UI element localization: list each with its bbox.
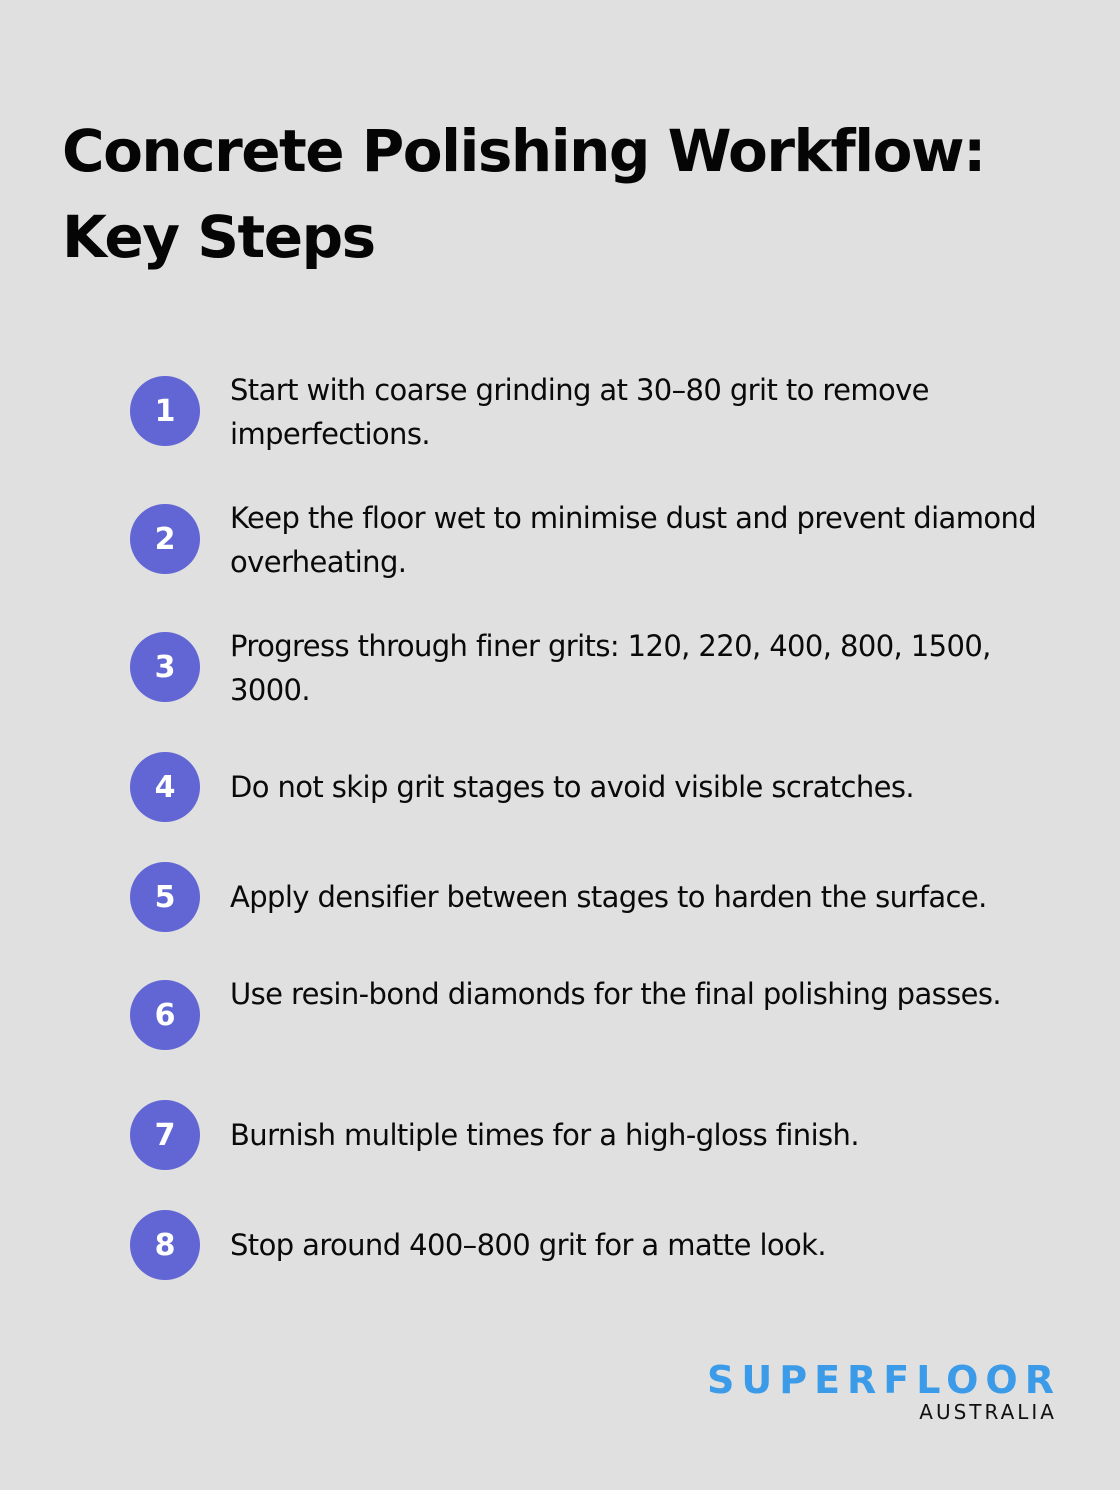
step-item xyxy=(130,862,1050,932)
step-text: Do not skip grit stages to avoid visible scratches. xyxy=(230,770,915,804)
step-item xyxy=(130,752,1050,822)
step-item xyxy=(130,629,1050,712)
logo-region-text: AUSTRALIA xyxy=(919,1400,1057,1424)
step-number-badge: 7 xyxy=(130,1100,200,1170)
step-number-badge: 6 xyxy=(130,980,200,1050)
step-number-badge: 2 xyxy=(130,504,200,574)
step-number-badge: 4 xyxy=(130,752,200,822)
step-item xyxy=(130,501,1050,584)
step-text: Apply densifier between stages to harden the surface. xyxy=(230,880,987,914)
title-line-1: Concrete Polishing Workflow: xyxy=(62,117,985,185)
step-text: Stop around 400–800 grit for a matte look. xyxy=(230,1228,826,1262)
step-item xyxy=(130,373,1050,456)
logo-brand-text: SUPERFLOOR xyxy=(707,1358,1061,1402)
step-number-badge: 8 xyxy=(130,1210,200,1280)
step-number-badge: 3 xyxy=(130,632,200,702)
step-text: Progress through finer grits: 120, 220, 400, 800, 1500, 3000. xyxy=(230,629,991,707)
title-line-2: Key Steps xyxy=(62,203,375,271)
page-title xyxy=(62,108,1062,280)
step-text: Start with coarse grinding at 30–80 grit to remove imperfections. xyxy=(230,373,929,451)
step-item xyxy=(130,977,1050,1050)
step-number-badge: 5 xyxy=(130,862,200,932)
step-text: Keep the floor wet to minimise dust and prevent diamond overheating. xyxy=(230,501,1037,579)
step-number-badge: 1 xyxy=(130,376,200,446)
step-text: Use resin-bond diamonds for the final polishing passes. xyxy=(230,977,1002,1011)
step-item xyxy=(130,1100,1050,1170)
step-text: Burnish multiple times for a high-gloss finish. xyxy=(230,1118,859,1152)
superfloor-logo xyxy=(707,1358,1061,1424)
step-item xyxy=(130,1210,1050,1280)
